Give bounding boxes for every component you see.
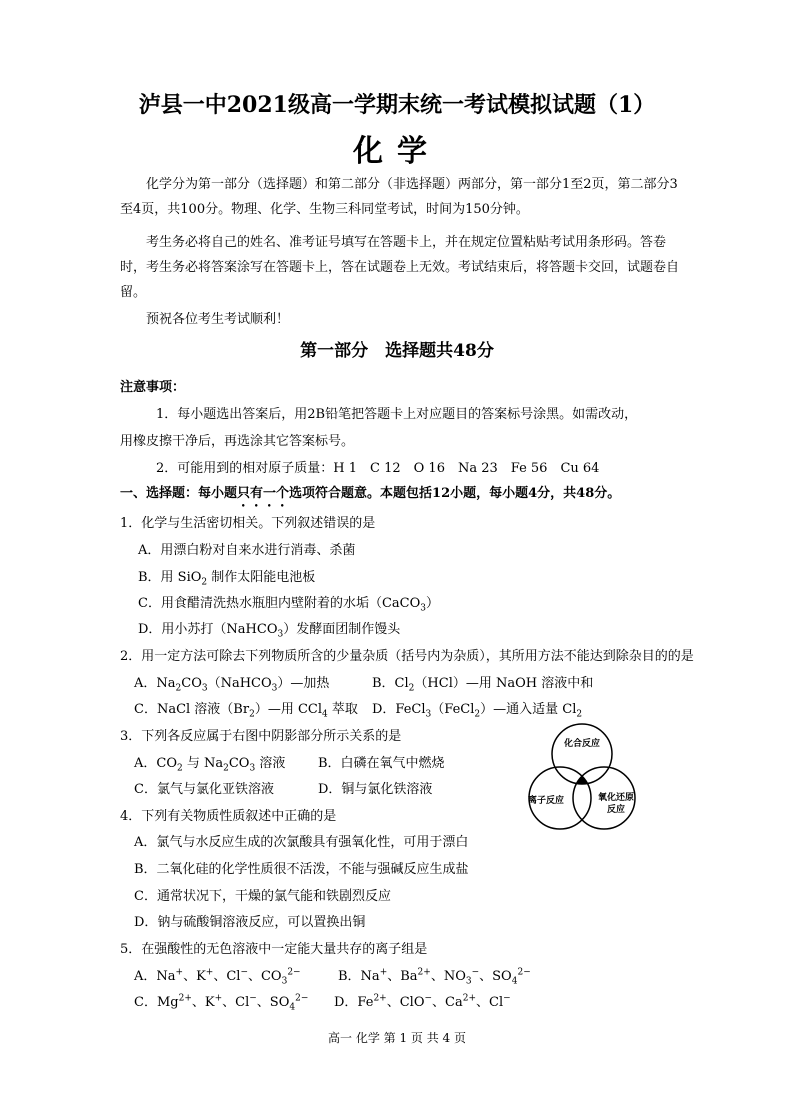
- question-5-option-a[interactable]: A．Na+、K+、Cl−、$CO_3^{2-}$: [134, 967, 301, 987]
- instruction-part-c: 选项符合题意。本题包括12小题，每小题4分，共48分。: [289, 486, 621, 501]
- question-3-stem: 3．下列各反应属于右图中阴影部分所示关系的是: [120, 729, 402, 744]
- question-2-stem: 2．用一定方法可除去下列物质所含的少量杂质（括号内为杂质），其所用方法不能达到除杂目的的是: [120, 649, 694, 664]
- question-4-stem: 4．下列有关物质性质叙述中正确的是: [120, 809, 337, 824]
- instruction-emphasis: 只有一个: [237, 486, 290, 501]
- notice-1-line-2: 用橡皮擦干净后，再选涂其它答案标号。: [120, 434, 355, 449]
- intro-paragraph-2: 考生务必将自己的姓名、准考证号填写在答题卡上，并在规定位置粘贴考试用条形码。答卷时，考生务必将答案涂写在答题卡上，答在试题卷上无效。考试结束后，将答题卡交回，试题卷自留。: [120, 235, 680, 300]
- venn-circle-top: [552, 724, 612, 784]
- venn-label-right-2: 反应: [606, 805, 626, 815]
- question-1-option-b[interactable]: B．用 SiO$_2$ 制作太阳能电池板: [138, 570, 316, 588]
- question-5-option-d[interactable]: D．$Fe^{2+}$、ClO−、$Ca^{2+}$、Cl−: [334, 993, 511, 1010]
- exam-title: 泸县一中2021级高一学期末统一考试模拟试题（1）: [138, 92, 656, 118]
- question-2-option-c[interactable]: C．NaCl 溶液$(Br_2)—$用 CCl$_4$ 萃取: [134, 702, 358, 720]
- question-4-option-d[interactable]: D．钠与硫酸铜溶液反应，可以置换出铜: [134, 915, 366, 930]
- intro-paragraph-1: 化学分为第一部分（选择题）和第二部分（非选择题）两部分，第一部分1至2页，第二部分3至4页，共100分。物理、化学、生物三科同堂考试，时间为150分钟。: [120, 177, 678, 217]
- venn-label-right-1: 氧化还原: [597, 793, 635, 803]
- question-5-option-c[interactable]: C．$Mg^{2+}$、K+、Cl−、$SO_4^{2-}$: [134, 993, 309, 1013]
- notice-title: 注意事项：: [120, 380, 186, 395]
- question-3-option-c[interactable]: C．氯气与氯化亚铁溶液: [134, 782, 274, 797]
- question-1-option-c[interactable]: C．用食醋清洗热水瓶胆内壁附着的水垢（CaCO$_3$）: [138, 596, 439, 614]
- section-heading: 第一部分 选择题共48分: [300, 341, 494, 361]
- question-2-option-b[interactable]: B．$Cl_2(HCl)—$用 NaOH 溶液中和: [372, 676, 594, 694]
- subject-title: 化学: [353, 134, 441, 169]
- question-5-option-b[interactable]: B．Na+、$Ba^{2+}$、$NO_3^-$、$SO_4^{2-}$: [338, 967, 531, 987]
- page-footer: 高一 化学 第 1 页 共 4 页: [328, 1031, 466, 1045]
- question-4-option-b[interactable]: B．二氧化硅的化学性质很不活泼，不能与强碱反应生成盐: [134, 862, 469, 877]
- instruction-part-a: 一、选择题：每小题: [120, 486, 238, 501]
- question-3-option-a[interactable]: A．$CO_2$ 与 $Na_2CO_3$ 溶液: [134, 756, 286, 774]
- notice-2: 2．可能用到的相对原子质量：H 1 C 12 O 16 Na 23 Fe 56 Cu 64: [156, 461, 600, 476]
- question-1-stem: 1．化学与生活密切相关。下列叙述错误的是: [120, 516, 376, 531]
- notice-1-line-1: 1．每小题选出答案后，用2B铅笔把答题卡上对应题目的答案标号涂黑。如需改动，: [156, 407, 638, 422]
- question-2-option-a[interactable]: A．$Na_2CO_3(NaHCO_3)—$加热: [134, 676, 330, 694]
- question-3-option-b[interactable]: B．白磷在氧气中燃烧: [318, 756, 445, 771]
- venn-label-top: 化合反应: [563, 739, 601, 749]
- question-1-option-d[interactable]: D．用小苏打（NaHCO$_3$）发酵面团制作馒头: [138, 622, 401, 640]
- question-1-option-a[interactable]: A．用漂白粉对自来水进行消毒、杀菌: [138, 543, 356, 558]
- question-3-option-d[interactable]: D．铜与氯化铁溶液: [318, 782, 433, 797]
- venn-label-left: 离子反应: [527, 796, 565, 806]
- section-instruction: [120, 482, 620, 510]
- question-4-option-c[interactable]: C．通常状况下，干燥的氯气能和铁剧烈反应: [134, 889, 391, 904]
- intro-paragraph-3: 预祝各位考生考试顺利！: [146, 312, 290, 327]
- question-4-option-a[interactable]: A．氯气与水反应生成的次氯酸具有强氧化性，可用于漂白: [134, 835, 469, 850]
- question-5-stem: 5．在强酸性的无色溶液中一定能大量共存的离子组是: [120, 942, 428, 957]
- venn-diagram: [513, 722, 653, 832]
- question-2-option-d[interactable]: D．FeCl$_3$（FeCl$_2$）—通入适量 $Cl_2$: [372, 702, 583, 720]
